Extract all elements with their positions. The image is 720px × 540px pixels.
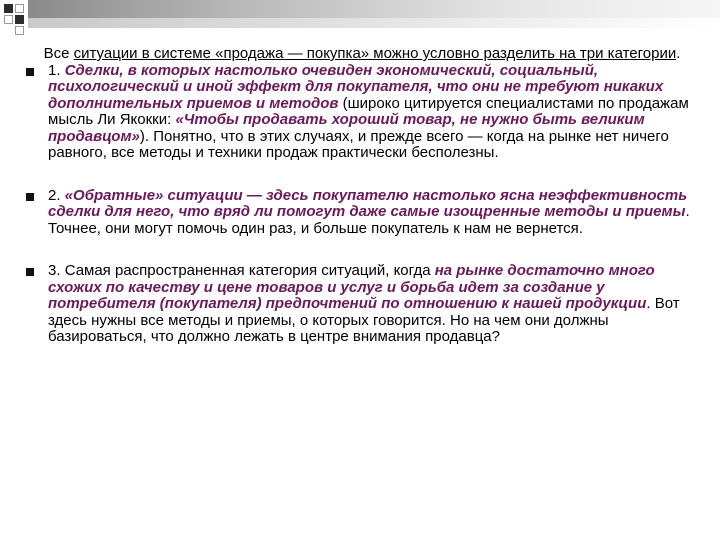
list-item: 1. Сделки, в которых настолько очевиден экономический, социальный, психологический и иной эффект для покупателя, что они не требуют никаких дополнительных приемов и методов (широко цитируется специалистами по продажам мысль Ли Якокки: «Чтобы продавать хороший товар, не нужно быть великим продавцом»). Понятно, что в этих случаях, и прежде всего — когда на рынке нет ничего равного, все методы и техники продаж практически бесполезны.: [24, 63, 696, 162]
square-bullet-icon: [26, 193, 34, 201]
list-item: 2. «Обратные» ситуации — здесь покупателю настолько ясна неэффективность сделки для него, что вряд ли помогут даже самые изощренные методы и приемы. Точнее, они могут помочь один раз, и больше покупатель к нам не вернется.: [24, 188, 696, 238]
header-gradient-bar-lower: [28, 18, 720, 28]
corner-square-icon: [15, 4, 24, 13]
intro-underlined: ситуации в системе «продажа — покупка» можно условно разделить на три категории: [73, 45, 677, 62]
list-item: 3. Самая распространенная категория ситуаций, когда на рынке достаточно много схожих по качеству и цене товаров и услуг и борьба идет за создание у потребителя (покупателя) предпочтений по отношению к нашей продукции. Вот здесь нужны все методы и приемы, о которых говорится. Но на чем они должны базироваться, что должно лежать в центре внимания продавца?: [24, 263, 696, 346]
corner-square-icon: [15, 15, 24, 24]
square-bullet-icon: [26, 268, 34, 276]
corner-square-icon: [15, 26, 24, 35]
intro-paragraph: Все ситуации в системе «продажа — покупка» можно условно разделить на три категории.: [43, 45, 681, 62]
header-gradient-bar: [28, 0, 720, 18]
slide-body: [24, 46, 696, 346]
square-bullet-icon: [26, 68, 34, 76]
corner-square-icon: [4, 4, 13, 13]
corner-square-icon: [4, 15, 13, 24]
